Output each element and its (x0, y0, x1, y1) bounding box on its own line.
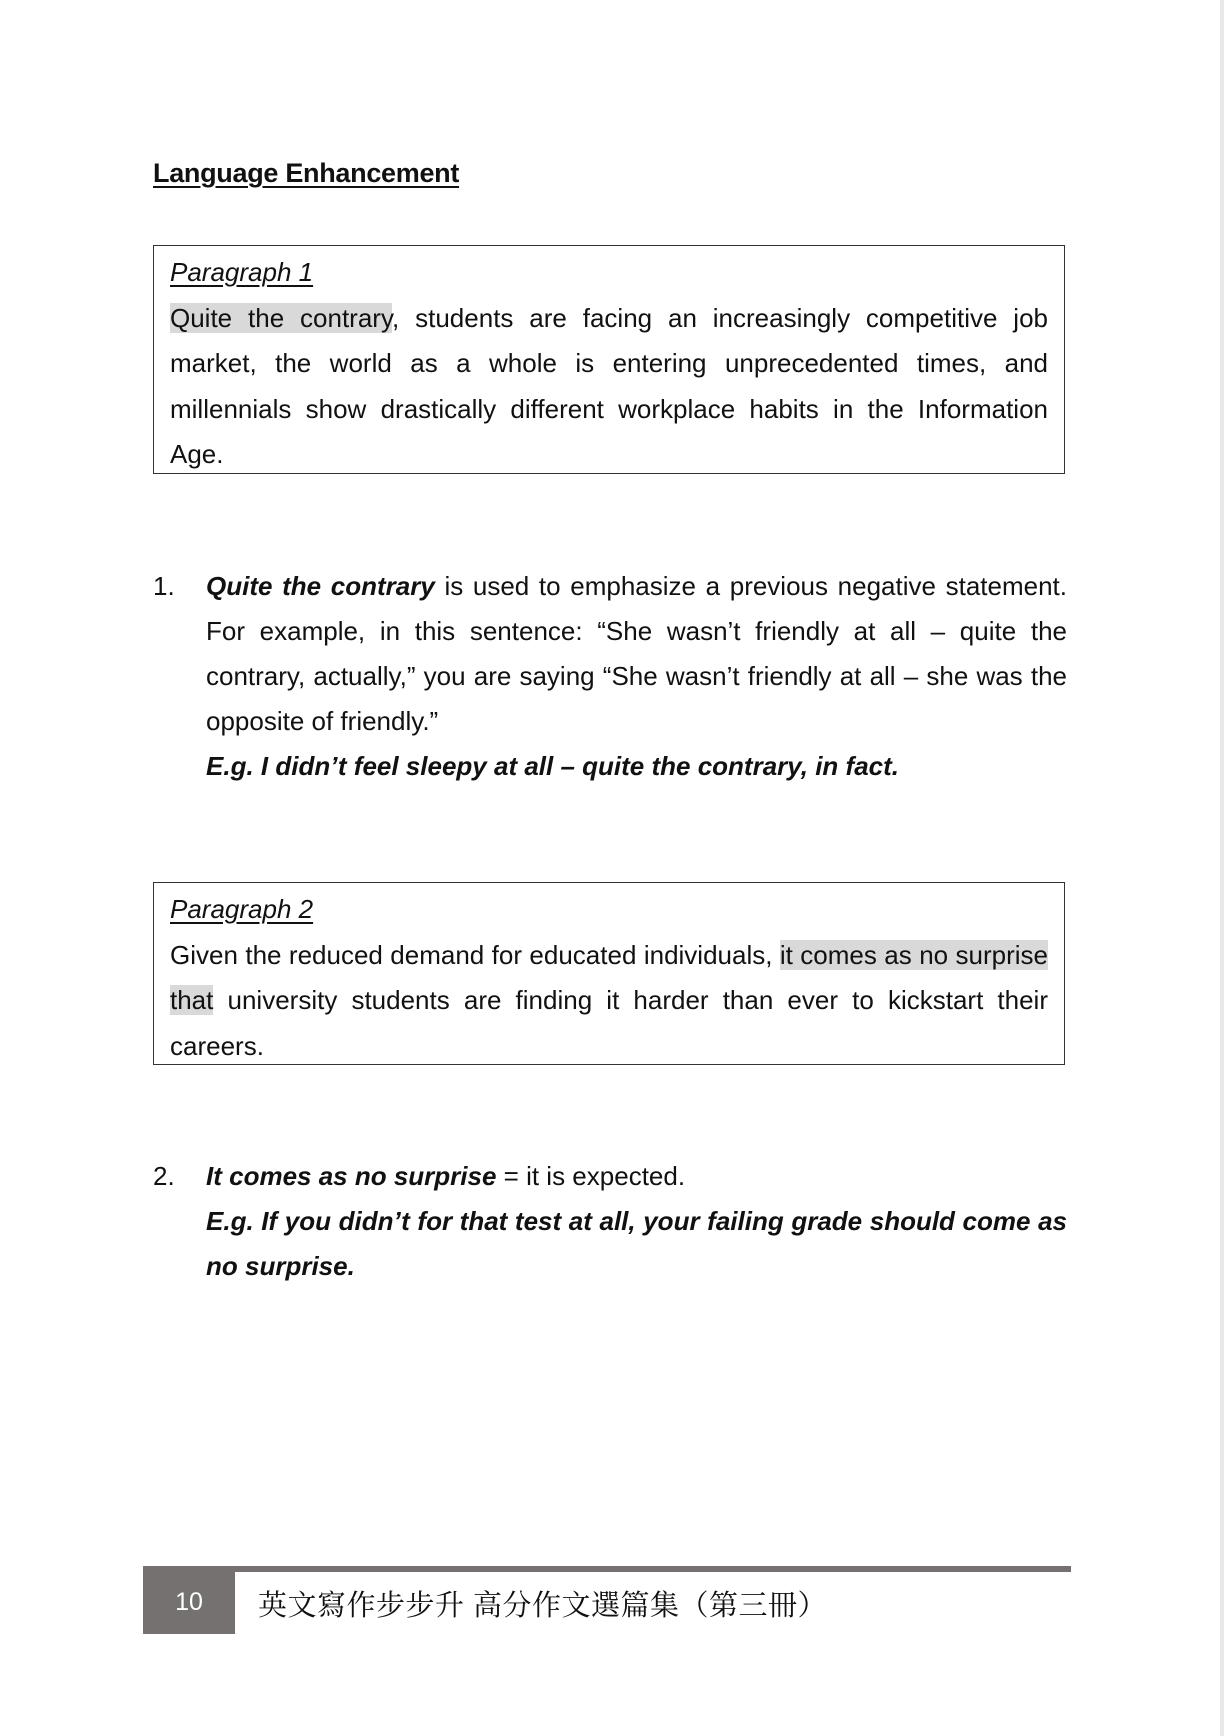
note-explanation: is used to emphasize a previous negative statement. For example, in this sentence: “She wasn’t friendly at all – quite the contrary, actually,” you are saying “She wasn’t friendly at all – she was the opposite of friendly.” (206, 571, 1067, 736)
highlighted-phrase: it comes as no surprise that (170, 939, 1049, 1015)
paragraph-1-text: , students are facing an increasingly competitive job market, the world as a whole is entering unprecedented times, and millennials show drastically different workplace habits in the Information Age. (170, 302, 1048, 469)
section-heading: Language Enhancement (153, 158, 460, 188)
note-number: 2. (153, 1161, 175, 1191)
note-example: E.g. If you didn’t for that test at all, your failing grade should come as no surprise. (206, 1206, 1067, 1281)
note-2 (153, 1154, 1067, 1289)
note-term: Quite the contrary (206, 571, 435, 601)
footer-page-number (143, 1566, 235, 1634)
paragraph-2-label: Paragraph 2 (170, 894, 314, 924)
paragraph-2-text-after: university students are finding it harder than ever to kickstart their careers. (170, 985, 1048, 1061)
note-term: It comes as no surprise (206, 1161, 497, 1191)
note-1 (153, 564, 1067, 789)
paragraph-1-label: Paragraph 1 (170, 257, 314, 287)
page-number: 10 (175, 1587, 203, 1616)
paragraph-2-box (153, 882, 1065, 1065)
page-edge-strip (1220, 0, 1224, 1736)
footer-book-title: 英文寫作步步升 高分作文選篇集（第三冊） (258, 1590, 828, 1622)
note-explanation: = it is expected. (496, 1161, 686, 1191)
highlighted-phrase: Quite the contrary (170, 302, 393, 333)
note-example: E.g. I didn’t feel sleepy at all – quite the contrary, in fact. (206, 751, 899, 781)
footer-rule (143, 1566, 1071, 1572)
note-number: 1. (153, 571, 175, 601)
paragraph-1-box (153, 245, 1065, 474)
paragraph-2-text-before: Given the reduced demand for educated individuals, (170, 939, 780, 970)
